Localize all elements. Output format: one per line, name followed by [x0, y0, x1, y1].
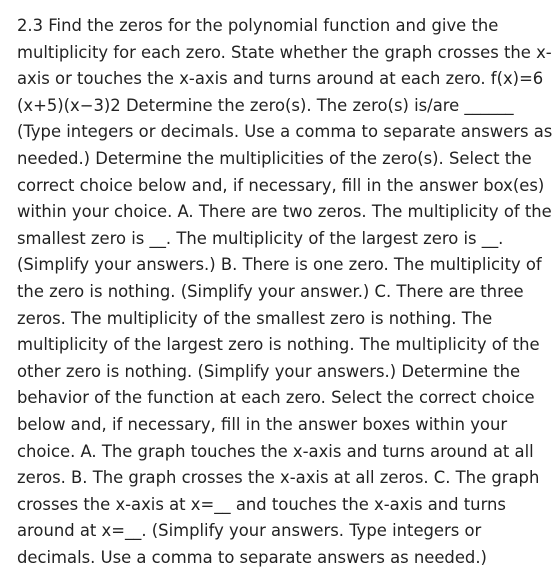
- question-line: other zero is nothing. (Simplify your answers.) Determine the: [17, 361, 521, 381]
- question-line: zeros. B. The graph crosses the x-axis at all zeros. C. The graph: [17, 468, 540, 488]
- question-line: (Type integers or decimals. Use a comma to separate answers as: [17, 122, 553, 142]
- question-line: around at x=__. (Simplify your answers. Type integers or: [17, 521, 482, 541]
- question-line: crosses the x-axis at x=__ and touches the x-axis and turns: [17, 494, 506, 514]
- question-line: multiplicity for each zero. State whether the graph crosses the x-: [17, 42, 552, 62]
- question-line: choice. A. The graph touches the x-axis and turns around at all: [17, 441, 534, 461]
- question-line: within your choice. A. There are two zeros. The multiplicity of the: [17, 202, 552, 222]
- question-line: axis or touches the x-axis and turns around at each zero. f(x)=6: [17, 69, 544, 89]
- question-line: behavior of the function at each zero. Select the correct choice: [17, 388, 535, 408]
- question-line: below and, if necessary, fill in the answer boxes within your: [17, 414, 508, 434]
- question-line: needed.) Determine the multiplicities of the zero(s). Select the: [17, 148, 532, 168]
- question-line: the zero is nothing. (Simplify your answer.) C. There are three: [17, 281, 524, 301]
- question-line: zeros. The multiplicity of the smallest zero is nothing. The: [17, 308, 493, 328]
- question-line: correct choice below and, if necessary, fill in the answer box(es): [17, 175, 545, 195]
- question-text: [17, 13, 553, 571]
- question-line: (Simplify your answers.) B. There is one zero. The multiplicity of: [17, 255, 542, 275]
- question-line: decimals. Use a comma to separate answers as needed.): [17, 547, 487, 567]
- question-line: smallest zero is __. The multiplicity of the largest zero is __.: [17, 228, 504, 248]
- question-line: multiplicity of the largest zero is nothing. The multiplicity of the: [17, 335, 540, 355]
- question-line: 2.3 Find the zeros for the polynomial function and give the: [17, 16, 499, 35]
- question-line: (x+5)(x−3)2 Determine the zero(s). The zero(s) is/are ______: [17, 95, 514, 115]
